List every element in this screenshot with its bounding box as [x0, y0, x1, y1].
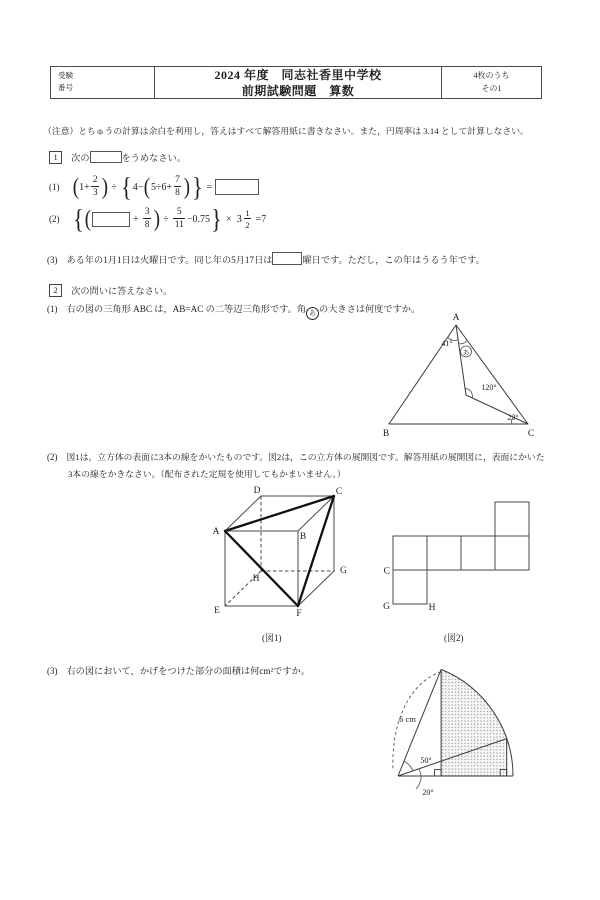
- question2-number-box: 2: [49, 284, 62, 297]
- vertex-label-a: A: [452, 313, 460, 323]
- paren-open: (: [144, 174, 151, 200]
- blank-box-small: [90, 151, 122, 163]
- angle-arc-50: [404, 761, 413, 771]
- cube-vertex-h: H: [252, 574, 260, 584]
- times-operator: ×: [225, 213, 232, 225]
- notice-text: （注意）とちゅうの計算は余白を利用し，答えはすべて解答用紙に書きなさい。また，円周率は 3.14 として計算しなさい。: [43, 126, 529, 136]
- angle-label-50: 50°: [420, 756, 432, 765]
- q1-item2-label: (2): [49, 214, 60, 224]
- exam-title-line2: 前期試験問題 算数: [241, 83, 355, 98]
- term: 4−: [132, 181, 144, 193]
- q1-item3-text-before: ある年の1月1日は火曜日です。同じ年の5月17日は: [66, 255, 273, 265]
- triangle-figure: [375, 306, 545, 438]
- cube-figure: [203, 483, 353, 623]
- angle-label-41: 41°: [441, 339, 453, 348]
- surface-line-ac: [225, 496, 334, 531]
- q2-item2-text-line2: 3本の線をかきなさい。（配布された定規を使用してもかまいません。）: [68, 469, 346, 479]
- term: 5÷6+: [151, 181, 173, 193]
- angle-label-20: 20°: [422, 788, 434, 797]
- q2-item1-text-after: の大きさは何度ですか。: [319, 304, 421, 314]
- divide-operator: ÷: [111, 181, 117, 193]
- paren-close: ): [101, 174, 108, 200]
- shaded-region: [441, 669, 507, 776]
- cube-vertex-c: C: [335, 487, 343, 497]
- question1-heading: [49, 150, 186, 164]
- vertex-label-c: C: [527, 429, 535, 439]
- answer-box: [92, 212, 130, 227]
- exam-title-line1: 2024 年度 同志社香里中学校: [214, 68, 382, 82]
- surface-line-cf: [298, 496, 334, 606]
- cube-vertex-f: F: [296, 609, 302, 619]
- q1-item3-text-after: 曜日です。ただし，この年はうるう年です。: [302, 255, 485, 265]
- q2-item3-label: (3): [47, 666, 58, 676]
- net-figure: [378, 496, 538, 614]
- surface-line-af: [225, 531, 298, 606]
- blank-box-day: [272, 252, 302, 265]
- fraction-2-3: $\frac{2}{3}$: [92, 174, 98, 198]
- examinee-number-cell: [51, 67, 155, 98]
- q2-item3-text: 右の図において，かげをつけた部分の面積は何cm²ですか。: [66, 666, 310, 676]
- mixed-number-integer: 3: [236, 213, 242, 225]
- sheet-count: 4枚のうち: [473, 71, 510, 80]
- q2-item1-text-before: 右の図の三角形 ABC は，AB=AC の二等辺三角形です。角: [66, 304, 307, 314]
- paren-open: (: [85, 206, 92, 232]
- brace-open: {: [120, 171, 132, 202]
- q2-item2-text-line1: 図1は，立方体の表面に3本の線をかいたものです。図2は，この立方体の展開図です。解答用紙の展開図に，表面にかいた: [66, 452, 545, 462]
- question1-prompt-before: 次の: [71, 153, 90, 163]
- cube-vertex-b: B: [299, 532, 307, 542]
- question1-prompt-after: をうめなさい。: [121, 153, 186, 163]
- angle-arc-20: [416, 769, 421, 789]
- q1-item2-equation: [49, 203, 269, 234]
- angle-label-23: 23°: [507, 413, 519, 422]
- term: 1+: [79, 181, 90, 193]
- brace-close: }: [211, 203, 222, 234]
- question2-prompt: 次の問いに答えなさい。: [71, 286, 173, 296]
- q1-item1-label: (1): [49, 182, 60, 192]
- circled-angle-mark: あ: [306, 307, 319, 320]
- equals-sign: =: [206, 181, 213, 193]
- q2-item2-line1: [47, 450, 545, 463]
- figure1-caption: (図1): [262, 633, 282, 643]
- title-cell: [155, 67, 442, 98]
- net-vertex-c: C: [383, 566, 390, 577]
- q2-item2-line2: [68, 467, 346, 480]
- right-angle-mark-left: [435, 770, 442, 777]
- cube-vertex-g: G: [340, 566, 347, 576]
- fraction-3-8: $\frac{3}{8}$: [144, 206, 150, 230]
- angle-label-marked: あ: [462, 349, 470, 357]
- q2-item3: [47, 663, 310, 677]
- examinee-label-line2: 番号: [58, 82, 73, 92]
- fraction-7-8: $\frac{7}{8}$: [175, 174, 180, 198]
- net-row-dividers: [427, 536, 495, 570]
- cube-vertex-e: E: [214, 606, 220, 616]
- q2-item1-label: (1): [47, 304, 58, 314]
- sheet-number: その1: [481, 83, 502, 93]
- sheet-info-cell: [442, 67, 541, 98]
- sector-figure: [380, 660, 535, 800]
- figure2-caption: (図2): [444, 633, 464, 643]
- paren-open: (: [72, 174, 79, 200]
- net-bottom-square: [393, 570, 427, 604]
- answer-box: [215, 179, 259, 195]
- divide-operator: ÷: [163, 213, 169, 225]
- fraction-1-2: $\frac{1}{2}$: [245, 207, 250, 230]
- radius-label: 6 cm: [399, 714, 416, 724]
- q2-item1: [47, 301, 420, 320]
- brace-open: {: [72, 203, 84, 234]
- paren-close: ): [153, 206, 160, 232]
- brace-close: }: [191, 171, 203, 202]
- term: −0.75: [186, 213, 210, 225]
- line-a-to-interior-point: [456, 325, 466, 395]
- q1-item3: [47, 252, 485, 266]
- header-box: [50, 66, 542, 99]
- question1-number-box: 1: [49, 151, 62, 164]
- angle-label-120: 120°: [481, 383, 497, 392]
- cube-vertex-a: A: [212, 527, 220, 537]
- q1-item1-equation: [49, 171, 259, 202]
- equals-seven: =7: [255, 213, 267, 225]
- fraction-5-11: $\frac{5}{11}$: [174, 206, 184, 230]
- cube-vertex-d: D: [253, 486, 261, 496]
- q2-item2-label: (2): [47, 452, 58, 462]
- line-interior-point-to-c: [466, 395, 528, 424]
- examinee-label-line1: 受験: [58, 71, 73, 80]
- vertex-label-b: B: [382, 429, 390, 439]
- net-vertex-g: G: [383, 602, 390, 612]
- q1-item3-label: (3): [47, 255, 58, 265]
- plus-operator: +: [133, 213, 139, 225]
- question2-heading: [49, 283, 172, 297]
- paren-close: ): [183, 174, 190, 200]
- net-vertex-h: H: [428, 603, 436, 613]
- net-top-square: [495, 502, 529, 536]
- angle-arc-marked: [459, 340, 468, 344]
